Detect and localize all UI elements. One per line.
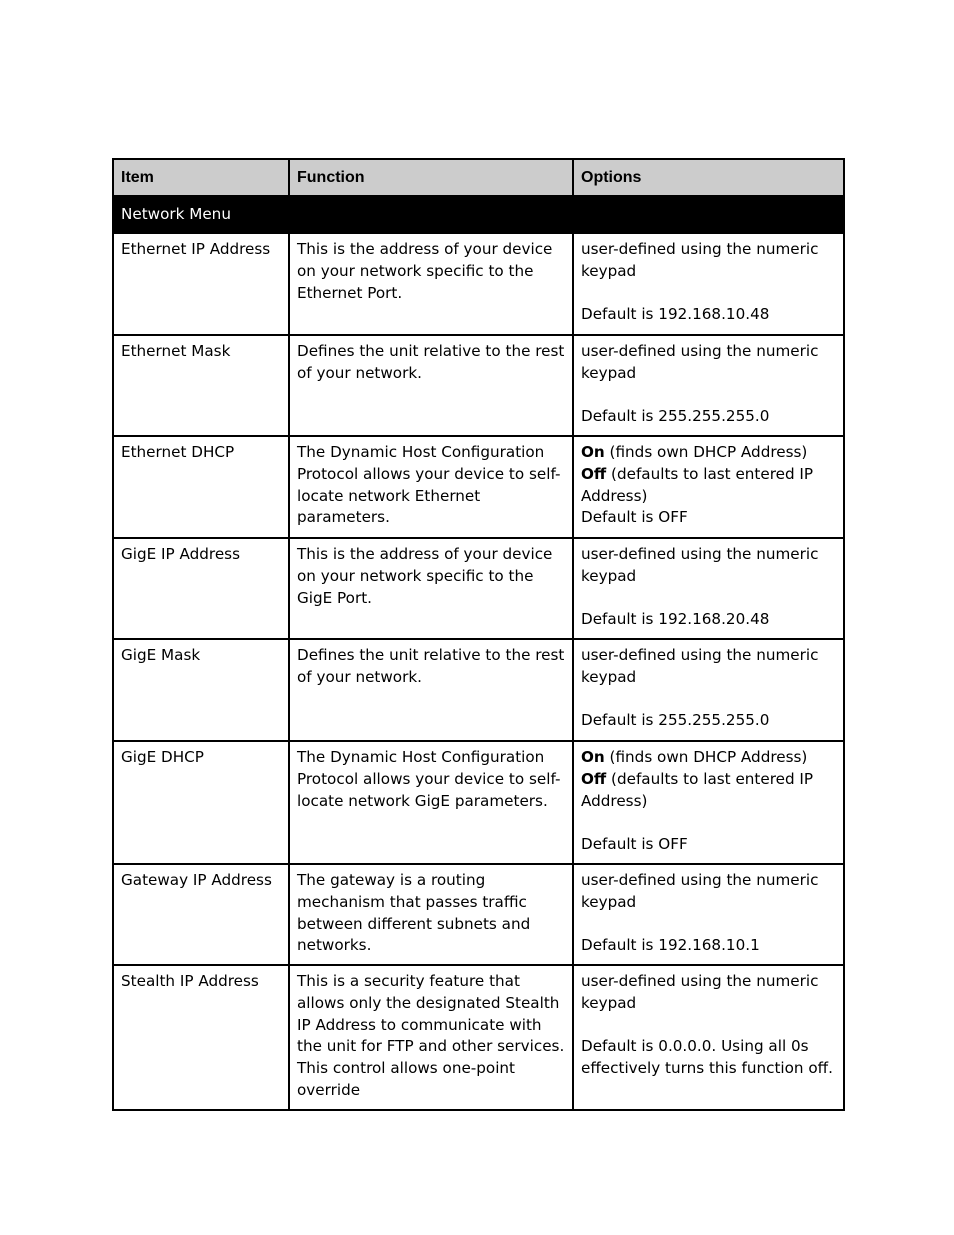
on-description: (finds own DHCP Address) (604, 443, 808, 461)
item-cell: Gateway IP Address (113, 864, 289, 965)
options-cell (573, 538, 844, 639)
item-cell: Ethernet DHCP (113, 436, 289, 538)
options-default: Default is 192.168.20.48 (581, 610, 770, 629)
section-row (113, 196, 844, 233)
options-text: user-defined using the numeric keypad (581, 646, 819, 686)
header-options: Options (573, 159, 844, 196)
options-text: user-defined using the numeric keypad (581, 545, 819, 585)
options-default: Default is 192.168.10.1 (581, 936, 760, 955)
options-cell (573, 233, 844, 335)
options-default: Default is 255.255.255.0 (581, 407, 770, 426)
options-cell (573, 965, 844, 1110)
table-row (113, 436, 844, 538)
options-default: Default is OFF (581, 508, 688, 527)
options-text: user-defined using the numeric keypad (581, 871, 819, 911)
options-cell (573, 741, 844, 864)
on-description: (finds own DHCP Address) (604, 748, 808, 766)
options-cell (573, 639, 844, 741)
on-label: On (581, 443, 605, 461)
header-function: Function (289, 159, 573, 196)
options-text: user-defined using the numeric keypad (581, 342, 819, 382)
off-label: Off (581, 769, 607, 788)
item-cell: GigE Mask (113, 639, 289, 741)
table-row (113, 965, 844, 1110)
options-cell (573, 864, 844, 965)
on-label: On (581, 748, 605, 766)
item-cell: Stealth IP Address (113, 965, 289, 1110)
options-cell (573, 335, 844, 436)
item-cell: Ethernet Mask (113, 335, 289, 436)
table-header-row (113, 159, 844, 196)
item-cell: GigE IP Address (113, 538, 289, 639)
function-cell: Defines the unit relative to the rest of your network. (289, 335, 573, 436)
table-row (113, 864, 844, 965)
options-text: user-defined using the numeric keypad (581, 972, 819, 1012)
function-cell: Defines the unit relative to the rest of your network. (289, 639, 573, 741)
function-cell: This is the address of your device on your network specific to the Ethernet Port. (289, 233, 573, 335)
options-default: Default is 0.0.0.0. Using all 0s effectively turns this function off. (581, 1037, 833, 1078)
table-row (113, 233, 844, 335)
options-text: user-defined using the numeric keypad (581, 240, 819, 280)
item-cell: GigE DHCP (113, 741, 289, 864)
options-default: Default is 192.168.10.48 (581, 305, 770, 324)
off-description: (defaults to last entered IP Address) (581, 769, 814, 810)
off-description: (defaults to last entered IP Address) (581, 464, 814, 505)
function-cell: This is the address of your device on your network specific to the GigE Port. (289, 538, 573, 639)
table-row (113, 741, 844, 864)
table-row (113, 538, 844, 639)
options-cell (573, 436, 844, 538)
options-default: Default is OFF (581, 835, 688, 854)
options-default: Default is 255.255.255.0 (581, 711, 770, 730)
function-cell: This is a security feature that allows only the designated Stealth IP Address to communicate with the unit for FTP and other services. This control allows one-point override (289, 965, 573, 1110)
table-row (113, 639, 844, 741)
table-row (113, 335, 844, 436)
function-cell: The Dynamic Host Configuration Protocol allows your device to self-locate network GigE parameters. (289, 741, 573, 864)
item-cell: Ethernet IP Address (113, 233, 289, 335)
off-label: Off (581, 464, 607, 483)
function-cell: The Dynamic Host Configuration Protocol allows your device to self-locate network Ethernet parameters. (289, 436, 573, 538)
section-title: Network Menu (113, 196, 844, 233)
header-item: Item (113, 159, 289, 196)
network-menu-table (112, 158, 845, 1111)
function-cell: The gateway is a routing mechanism that passes traffic between different subnets and networks. (289, 864, 573, 965)
